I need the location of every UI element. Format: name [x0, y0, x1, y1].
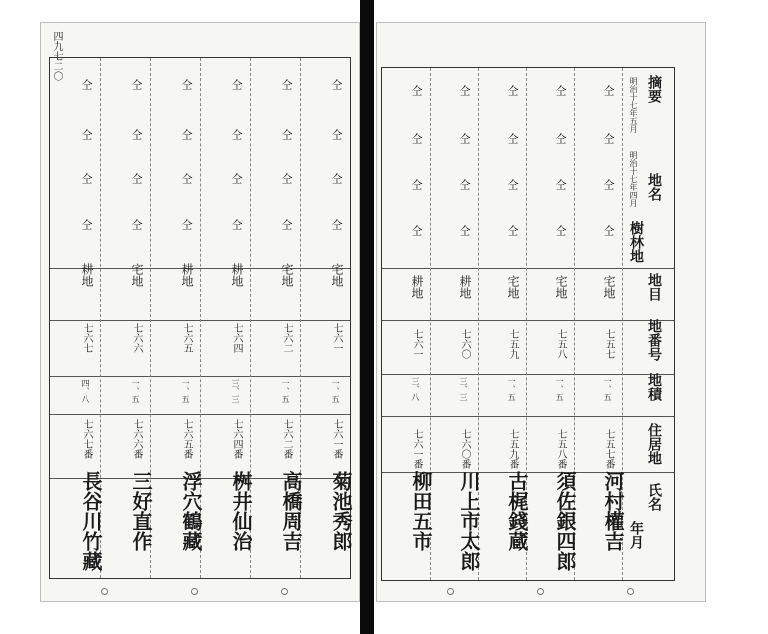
- owner-name: 柳田五市: [409, 471, 433, 551]
- header-address: 住居地: [646, 423, 662, 465]
- ditto-mark: 仝: [410, 225, 423, 236]
- header-land: 地名: [646, 173, 662, 201]
- land-use: 耕地: [458, 275, 472, 299]
- ditto-mark: 仝: [506, 225, 519, 236]
- ditto-mark: 仝: [458, 225, 471, 236]
- ditto-mark: 仝: [130, 129, 143, 140]
- lot-number: 七五八: [555, 329, 566, 359]
- binding-hole: [447, 588, 454, 595]
- ditto-mark: 仝: [458, 179, 471, 190]
- ditto-mark: 仝: [230, 129, 243, 140]
- ditto-mark: 仝: [602, 225, 615, 236]
- header-lot: 地番号: [646, 319, 662, 361]
- ditto-mark: 仝: [554, 85, 567, 96]
- land-use: 宅地: [330, 263, 344, 287]
- ditto-mark: 仝: [180, 79, 193, 90]
- row-divider: [382, 320, 674, 321]
- land-area: 一、五: [555, 377, 564, 401]
- residence-address: 七五九番: [507, 429, 518, 469]
- ditto-mark: 仝: [230, 219, 243, 230]
- land-use: 宅地: [506, 275, 520, 299]
- row-divider: [382, 416, 674, 417]
- ditto-mark: 仝: [280, 219, 293, 230]
- ditto-mark: 仝: [506, 85, 519, 96]
- land-area: 一、五: [131, 379, 140, 403]
- binding-hole: [191, 588, 198, 595]
- ditto-mark: 仝: [506, 133, 519, 144]
- ditto-mark: 仝: [554, 179, 567, 190]
- ditto-mark: 仝: [230, 79, 243, 90]
- binding-hole: [281, 588, 288, 595]
- residence-address: 七五八番: [555, 429, 566, 469]
- folio-number: 四九七二〇: [51, 31, 62, 81]
- header-date: 年月: [628, 521, 644, 549]
- land-use: 耕地: [230, 263, 244, 287]
- land-area: 一、五: [331, 379, 340, 403]
- land-area: 四、八: [81, 379, 90, 403]
- lot-number: 七六六: [131, 323, 142, 353]
- ditto-mark: 仝: [506, 179, 519, 190]
- owner-name: 菊池秀郎: [329, 471, 353, 551]
- header-note-1: 明治十七年五月: [629, 77, 638, 133]
- ditto-mark: 仝: [410, 85, 423, 96]
- owner-name: 須佐銀四郎: [553, 471, 577, 571]
- ditto-mark: 仝: [554, 133, 567, 144]
- owner-name: 長谷川竹藏: [79, 471, 103, 571]
- ditto-mark: 仝: [458, 85, 471, 96]
- land-area: 一、五: [507, 377, 516, 401]
- binding-hole: [627, 588, 634, 595]
- ditto-mark: 仝: [330, 79, 343, 90]
- land-use: 宅地: [280, 263, 294, 287]
- land-use: 耕地: [410, 275, 424, 299]
- ditto-mark: 仝: [602, 133, 615, 144]
- residence-address: 七六〇番: [459, 429, 470, 469]
- ditto-mark: 仝: [130, 219, 143, 230]
- residence-address: 七六二番: [281, 419, 292, 459]
- left-page: [40, 22, 360, 602]
- land-use: 耕地: [80, 263, 94, 287]
- header-owner: 氏名: [646, 483, 662, 511]
- residence-address: 七六一番: [331, 419, 342, 459]
- land-area: 一、五: [181, 379, 190, 403]
- ditto-mark: 仝: [130, 173, 143, 184]
- land-area: 一、五: [603, 377, 612, 401]
- lot-number: 七六一: [331, 323, 342, 353]
- header-note-3: 樹林地: [628, 221, 644, 263]
- owner-name: 三好直作: [129, 471, 153, 551]
- ditto-mark: 仝: [180, 219, 193, 230]
- lot-number: 七五七: [603, 329, 614, 359]
- residence-address: 七六六番: [131, 419, 142, 459]
- land-area: 三、八: [411, 377, 420, 401]
- residence-address: 七六一番: [411, 429, 422, 469]
- owner-name: 古梶錢蔵: [505, 471, 529, 551]
- ditto-mark: 仝: [602, 85, 615, 96]
- header-category: 地目: [646, 273, 662, 301]
- header-area: 地積: [646, 373, 662, 401]
- header-reason: 摘要: [646, 75, 662, 103]
- owner-name: 浮穴鶴藏: [179, 471, 203, 551]
- owner-name: 川上市太郎: [457, 471, 481, 571]
- lot-number: 七五九: [507, 329, 518, 359]
- ditto-mark: 仝: [80, 219, 93, 230]
- ditto-mark: 仝: [554, 225, 567, 236]
- ditto-mark: 仝: [80, 173, 93, 184]
- ditto-mark: 仝: [330, 129, 343, 140]
- lot-number: 七六五: [181, 323, 192, 353]
- owner-name: 高橋周吉: [279, 471, 303, 551]
- row-divider: [382, 374, 674, 375]
- ditto-mark: 仝: [280, 129, 293, 140]
- ditto-mark: 仝: [410, 133, 423, 144]
- residence-address: 七六七番: [81, 419, 92, 459]
- header-note-2: 明治十七年四月: [629, 151, 638, 207]
- right-page: [376, 22, 706, 602]
- residence-address: 七六四番: [231, 419, 242, 459]
- row-divider: [382, 268, 674, 269]
- residence-address: 七六五番: [181, 419, 192, 459]
- land-area: 三、三: [459, 377, 468, 401]
- ditto-mark: 仝: [180, 129, 193, 140]
- ditto-mark: 仝: [330, 219, 343, 230]
- lot-number: 七六〇: [459, 329, 470, 359]
- ditto-mark: 仝: [330, 173, 343, 184]
- lot-number: 七六四: [231, 323, 242, 353]
- ditto-mark: 仝: [280, 79, 293, 90]
- lot-number: 七六一: [411, 329, 422, 359]
- lot-number: 七六二: [281, 323, 292, 353]
- land-use: 宅地: [602, 275, 616, 299]
- ditto-mark: 仝: [602, 179, 615, 190]
- lot-number: 七六七: [81, 323, 92, 353]
- book-spine: [360, 0, 374, 634]
- ditto-mark: 仝: [280, 173, 293, 184]
- ditto-mark: 仝: [410, 179, 423, 190]
- ditto-mark: 仝: [80, 79, 93, 90]
- land-use: 宅地: [554, 275, 568, 299]
- ditto-mark: 仝: [80, 129, 93, 140]
- ditto-mark: 仝: [230, 173, 243, 184]
- binding-hole: [101, 588, 108, 595]
- land-area: 三、三: [231, 379, 240, 403]
- land-use: 耕地: [180, 263, 194, 287]
- land-area: 一、五: [281, 379, 290, 403]
- land-use: 宅地: [130, 263, 144, 287]
- ditto-mark: 仝: [458, 133, 471, 144]
- ditto-mark: 仝: [130, 79, 143, 90]
- binding-hole: [537, 588, 544, 595]
- owner-name: 桝井仙治: [229, 471, 253, 551]
- owner-name: 河村權吉: [601, 471, 625, 551]
- residence-address: 七五七番: [603, 429, 614, 469]
- ditto-mark: 仝: [180, 173, 193, 184]
